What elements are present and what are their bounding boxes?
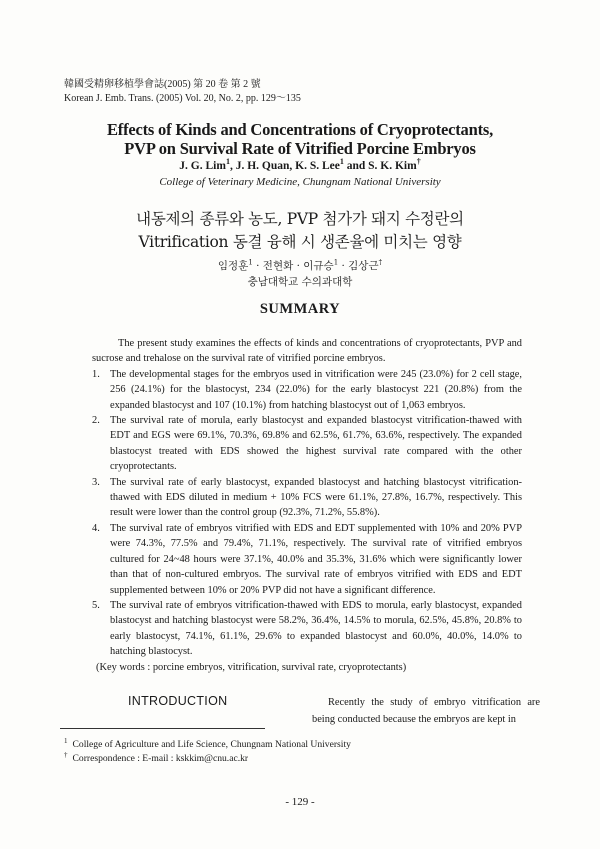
introduction-paragraph: Recently the study of embryo vitrification are being conducted because the embryos are kept in [312,697,540,725]
summary-item-number: 5. [92,599,100,611]
summary-item-number: 2. [92,415,100,427]
author-3-mark: 1 [339,157,344,166]
summary-item-text: The survival rate of embryos vitrified with EDS and EDT supplemented with 10% and 20% PVP were 74.3%, 77.5% and 79.4%, 71.1%, respectively. The survival rate of vitrified embryos cultured for 24~48 hours were 37.1%, 40.0% and 35.3%, 31.6% which were significantly lower than that of non-cultured embryos. The survival rate of embryos vitrified with EDS and EDT supplemented between 10% or 20% PVP did not have a significant difference. [110,522,522,596]
korean-title-line-1: 내동제의 종류와 농도, PVP 첨가가 돼지 수정란의 [136,210,464,228]
introduction-heading: INTRODUCTION [128,694,228,708]
korean-author-4: · 김상근 [338,260,379,272]
author-4: and S. K. Kim [343,159,417,172]
korean-title-line-2: Vitrification 동결 융해 시 생존율에 미치는 영향 [138,233,462,251]
korean-title [0,208,600,254]
summary-item [92,413,522,475]
summary-item [92,367,522,413]
korean-author-list [0,258,600,273]
summary-findings-list [92,367,522,660]
summary-item-text: The survival rate of early blastocyst, expanded blastocyst and hatching blastocyst vitrification-thawed with EDS diluted in medium + 10% FCS were 61.1%, 27.8%, 16.7%, respectively. This result were lower than the control group (92.3%, 71.2%, 55.8%). [110,476,522,519]
summary-intro: The present study examines the effects of kinds and concentrations of cryoprotectants, PVP and sucrose and trehalose on the survival rate of vitrified porcine embryos. [92,338,522,365]
author-list [0,157,600,172]
author-1-mark: 1 [225,157,230,166]
keywords: (Key words : porcine embryos, vitrification, survival rate, cryoprotectants) [96,661,407,673]
author-1: J. G. Lim [179,159,226,172]
summary-item-number: 1. [92,368,100,380]
footnote-2-mark: † [64,751,68,759]
summary-item-text: The developmental stages for the embryos used in vitrification were 245 (23.0%) for 2 cell stage, 256 (24.1%) for the blastocyst, 234 (22.0%) for the early blastocyst 221 (20.8%) from the expanded blastocyst and 107 (10.1%) from hatching blastocyst out of 1,063 embryos. [110,368,522,411]
summary-item-text: The survival rate of morula, early blastocyst and expanded blastocyst vitrification-thawed with EDT and EGS were 69.1%, 70.3%, 69.8% and 62.5%, 61.7%, 63.6%, respectively. The expanded blastocyst treated with EDS showed the highest survival rate compared with the other cryoprotectants. [110,415,522,473]
korean-author-2-3: · 전현화 · 이규승 [252,260,334,272]
journal-citation-english: Korean J. Emb. Trans. (2005) Vol. 20, No. 2, pp. 129～135 [64,93,301,104]
footnote-1-mark: 1 [64,737,68,745]
summary-item [92,475,522,521]
korean-author-1-mark: 1 [248,258,253,267]
summary-item [92,598,522,660]
summary-item-text: The survival rate of embryos vitrification-thawed with EDS to morula, early blastocyst, expanded blastocyst and hatching blastocyst were 58.2%, 36.4%, 14.5% to morula, 62.5%, 45.8%, 20.8% to early blastocyst, 74.1%, 61.1%, 29.6% to expanded blastocyst and 60.0%, 40.0%, 14.0% to hatching blastocyst. [110,599,522,658]
korean-author-4-mark: † [378,258,383,267]
summary-body [92,336,522,675]
author-2-3: , J. H. Quan, K. S. Lee [229,159,340,172]
summary-item [92,521,522,598]
page-number: - 129 - [285,796,315,808]
korean-author-3-mark: 1 [333,258,339,267]
summary-item-number: 3. [92,476,100,488]
affiliation: College of Veterinary Medicine, Chungnam National University [159,176,441,188]
korean-author-1: 임정훈 [217,260,249,272]
journal-citation-korean: 韓國受精卵移植學會誌(2005) 第 20 卷 第 2 號 [64,79,261,90]
korean-affiliation: 충남대학교 수의과대학 [247,276,353,288]
introduction-text [312,694,540,728]
footnote-2-text: Correspondence : E-mail : kskkim@cnu.ac.kr [72,753,249,765]
footnote-correspondence [64,749,248,765]
summary-heading: SUMMARY [259,301,341,317]
footnote-1-text: College of Agriculture and Life Science, Chungnam National University [72,739,351,751]
summary-item-number: 4. [92,522,100,534]
footnote-divider [60,728,265,729]
paper-title-line-1: Effects of Kinds and Concentrations of Cryoprotectants, [106,120,494,139]
author-4-mark: † [416,157,421,166]
journal-citation [64,78,301,106]
paper-title-line-2: PVP on Survival Rate of Vitrified Porcine Embryos [124,139,476,158]
paper-title [0,120,600,158]
